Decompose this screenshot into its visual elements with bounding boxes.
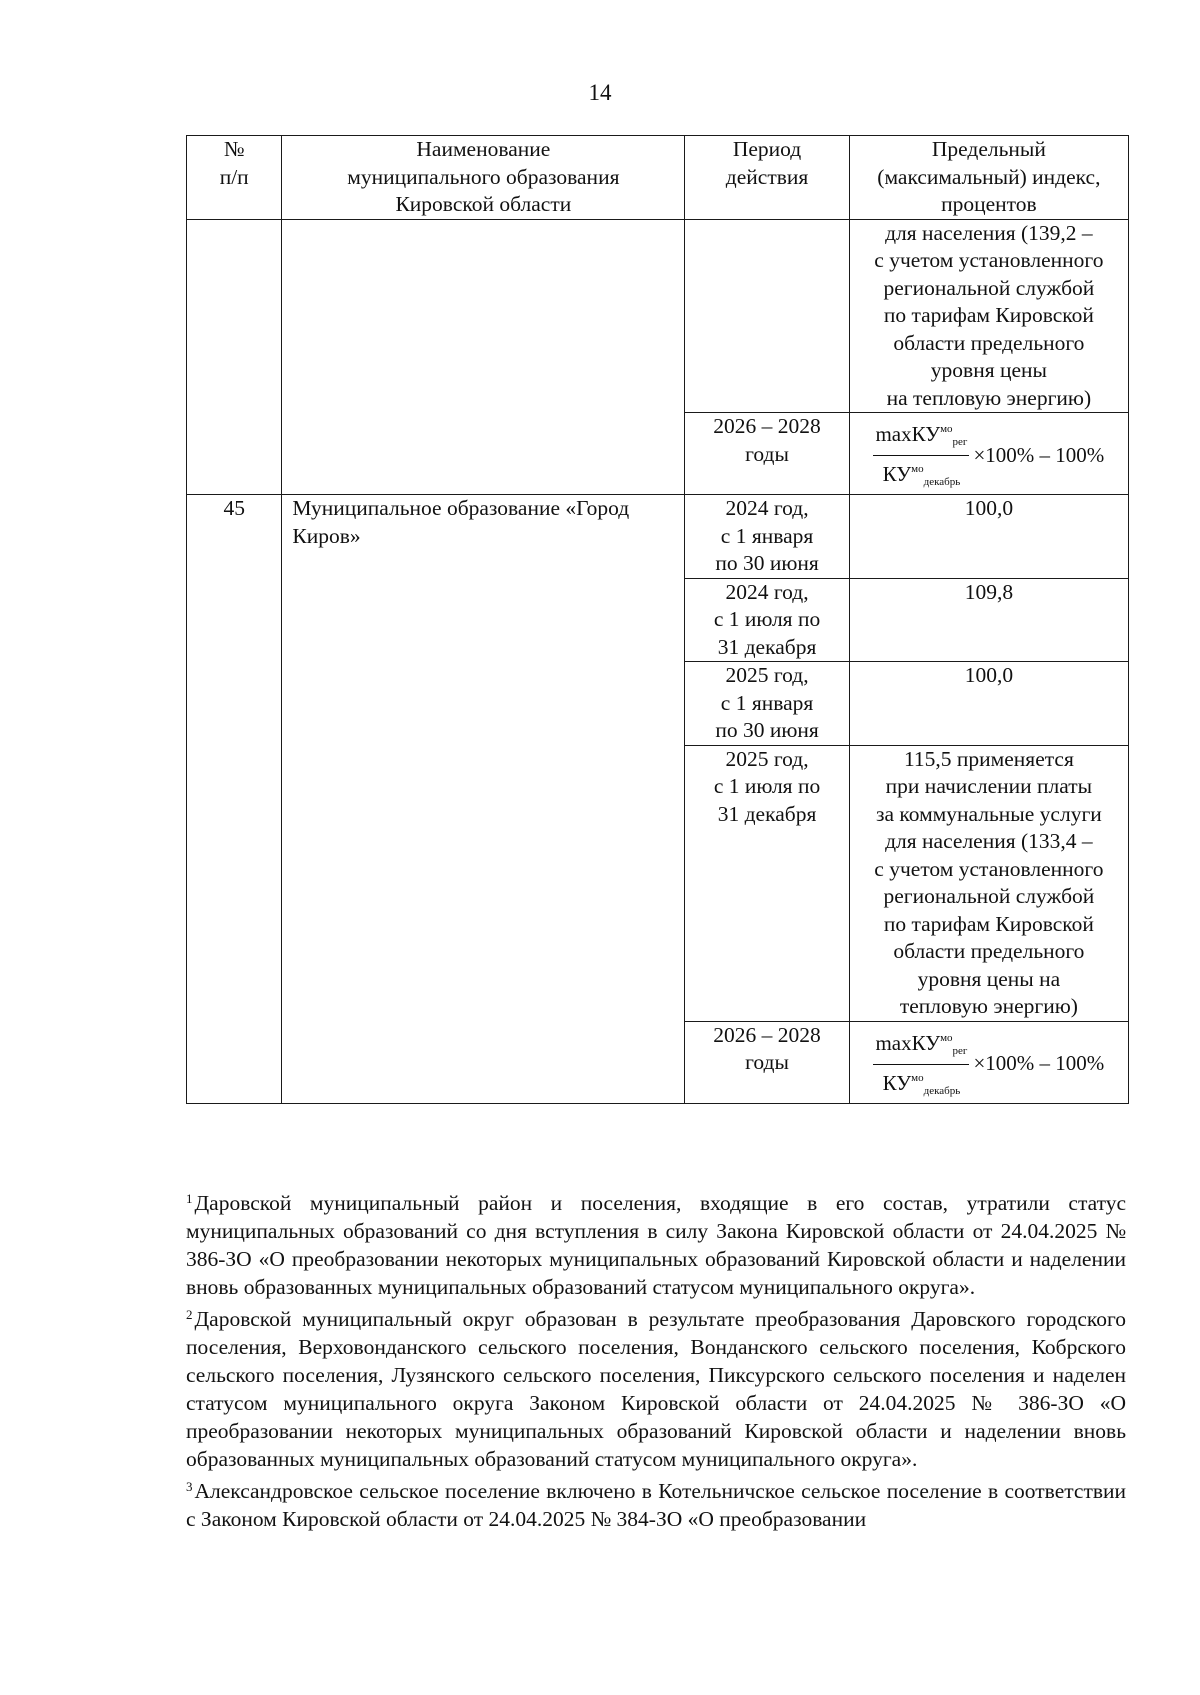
formula (873, 413, 1104, 494)
formula (873, 1022, 1104, 1103)
index-table (186, 135, 1129, 1104)
footnote-1 (186, 1185, 1126, 1301)
cell-number: 45 (187, 495, 282, 1104)
header-number: № п/п (187, 136, 282, 220)
footnote-mark: 1 (186, 1191, 193, 1206)
table-row (187, 495, 1129, 579)
formula-tail: ×100% – 100% (973, 442, 1105, 467)
footnotes (186, 1185, 1126, 1533)
cell-index: 100,0 (849, 495, 1128, 579)
cell-municipality-name: Муниципальное образование «Город Киров» (282, 495, 685, 1104)
footnote-mark: 2 (186, 1307, 193, 1322)
cell-period: 2025 год, с 1 января по 30 июня (685, 662, 849, 746)
cell-period: 2026 – 2028 годы (685, 413, 849, 495)
formula-fraction (873, 1026, 969, 1103)
formula-denominator: $КУ^{мо}_{декабрь}$ (882, 1070, 961, 1097)
header-index: Предельный (максимальный) индекс, процентов (849, 136, 1128, 220)
formula-tail: ×100% – 100% (973, 1051, 1105, 1076)
footnote-mark: 3 (186, 1479, 193, 1494)
cell-index-formula (849, 413, 1128, 495)
cell-index: 100,0 (849, 662, 1128, 746)
table-header-row (187, 136, 1129, 220)
table-row (187, 219, 1129, 413)
page-number: 14 (588, 80, 612, 105)
cell-index-continuation: для населения (139,2 – с учетом установленного региональной службой по тарифам Кировской области предельного уровня цены на тепловую энергию) (849, 219, 1128, 413)
cell-period: 2025 год, с 1 июля по 31 декабря (685, 745, 849, 1021)
footnote-text: Даровской муниципальный округ образован в результате преобразования Даровского городского поселения, Верховонданского сельского поселения, Вонданского сельского поселения, Кобрского сельского поселения, Лузянского сельского поселения, Пиксурского сельского поселения и наделен статусом муниципального округа Законом Кировской области от 24.04.2025 № 386-ЗО «О преобразовании некоторых муниципальных образований Кировской области и наделении вновь образованных муниципальных образований статусом муниципального округа». (186, 1307, 1126, 1471)
footnote-text: Даровской муниципальный район и поселения, входящие в его состав, утратили статус муниципальных образований со дня вступления в силу Закона Кировской области от 24.04.2025 № 386-ЗО «О преобразовании некоторых муниципальных образований Кировской области и наделении вновь образованных муниципальных образований статусом муниципального округа». (186, 1191, 1126, 1299)
footnote-3 (186, 1473, 1126, 1533)
footnote-2 (186, 1301, 1126, 1473)
cell-index-formula (849, 1021, 1128, 1103)
header-municipality: Наименование муниципального образования Кировской области (282, 136, 685, 220)
cell-name-empty (282, 219, 685, 495)
footnote-text: Александровское сельское поселение включено в Котельничское сельское поселение в соответствии с Законом Кировской области от 24.04.2025 № 384-ЗО «О преобразовании (186, 1479, 1126, 1531)
formula-denominator: $КУ^{мо}_{декабрь}$ (882, 462, 961, 488)
cell-period: 2026 – 2028 годы (685, 1021, 849, 1103)
cell-number-empty (187, 219, 282, 495)
formula-numerator: maxКУ$^{мо}_{рег}$ (873, 1026, 969, 1065)
cell-period: 2024 год, с 1 января по 30 июня (685, 495, 849, 579)
cell-period-empty (685, 219, 849, 413)
cell-index: 115,5 применяется при начислении платы за коммунальные услуги для населения (133,4 – с учетом установленного региональной службой по тарифам Кировской области предельного уровня цены на тепловую энергию) (849, 745, 1128, 1021)
formula-fraction (873, 417, 969, 494)
header-period: Период действия (685, 136, 849, 220)
formula-numerator: maxКУ$^{мо}_{рег}$ (873, 417, 969, 456)
cell-period: 2024 год, с 1 июля по 31 декабря (685, 578, 849, 662)
cell-index: 109,8 (849, 578, 1128, 662)
